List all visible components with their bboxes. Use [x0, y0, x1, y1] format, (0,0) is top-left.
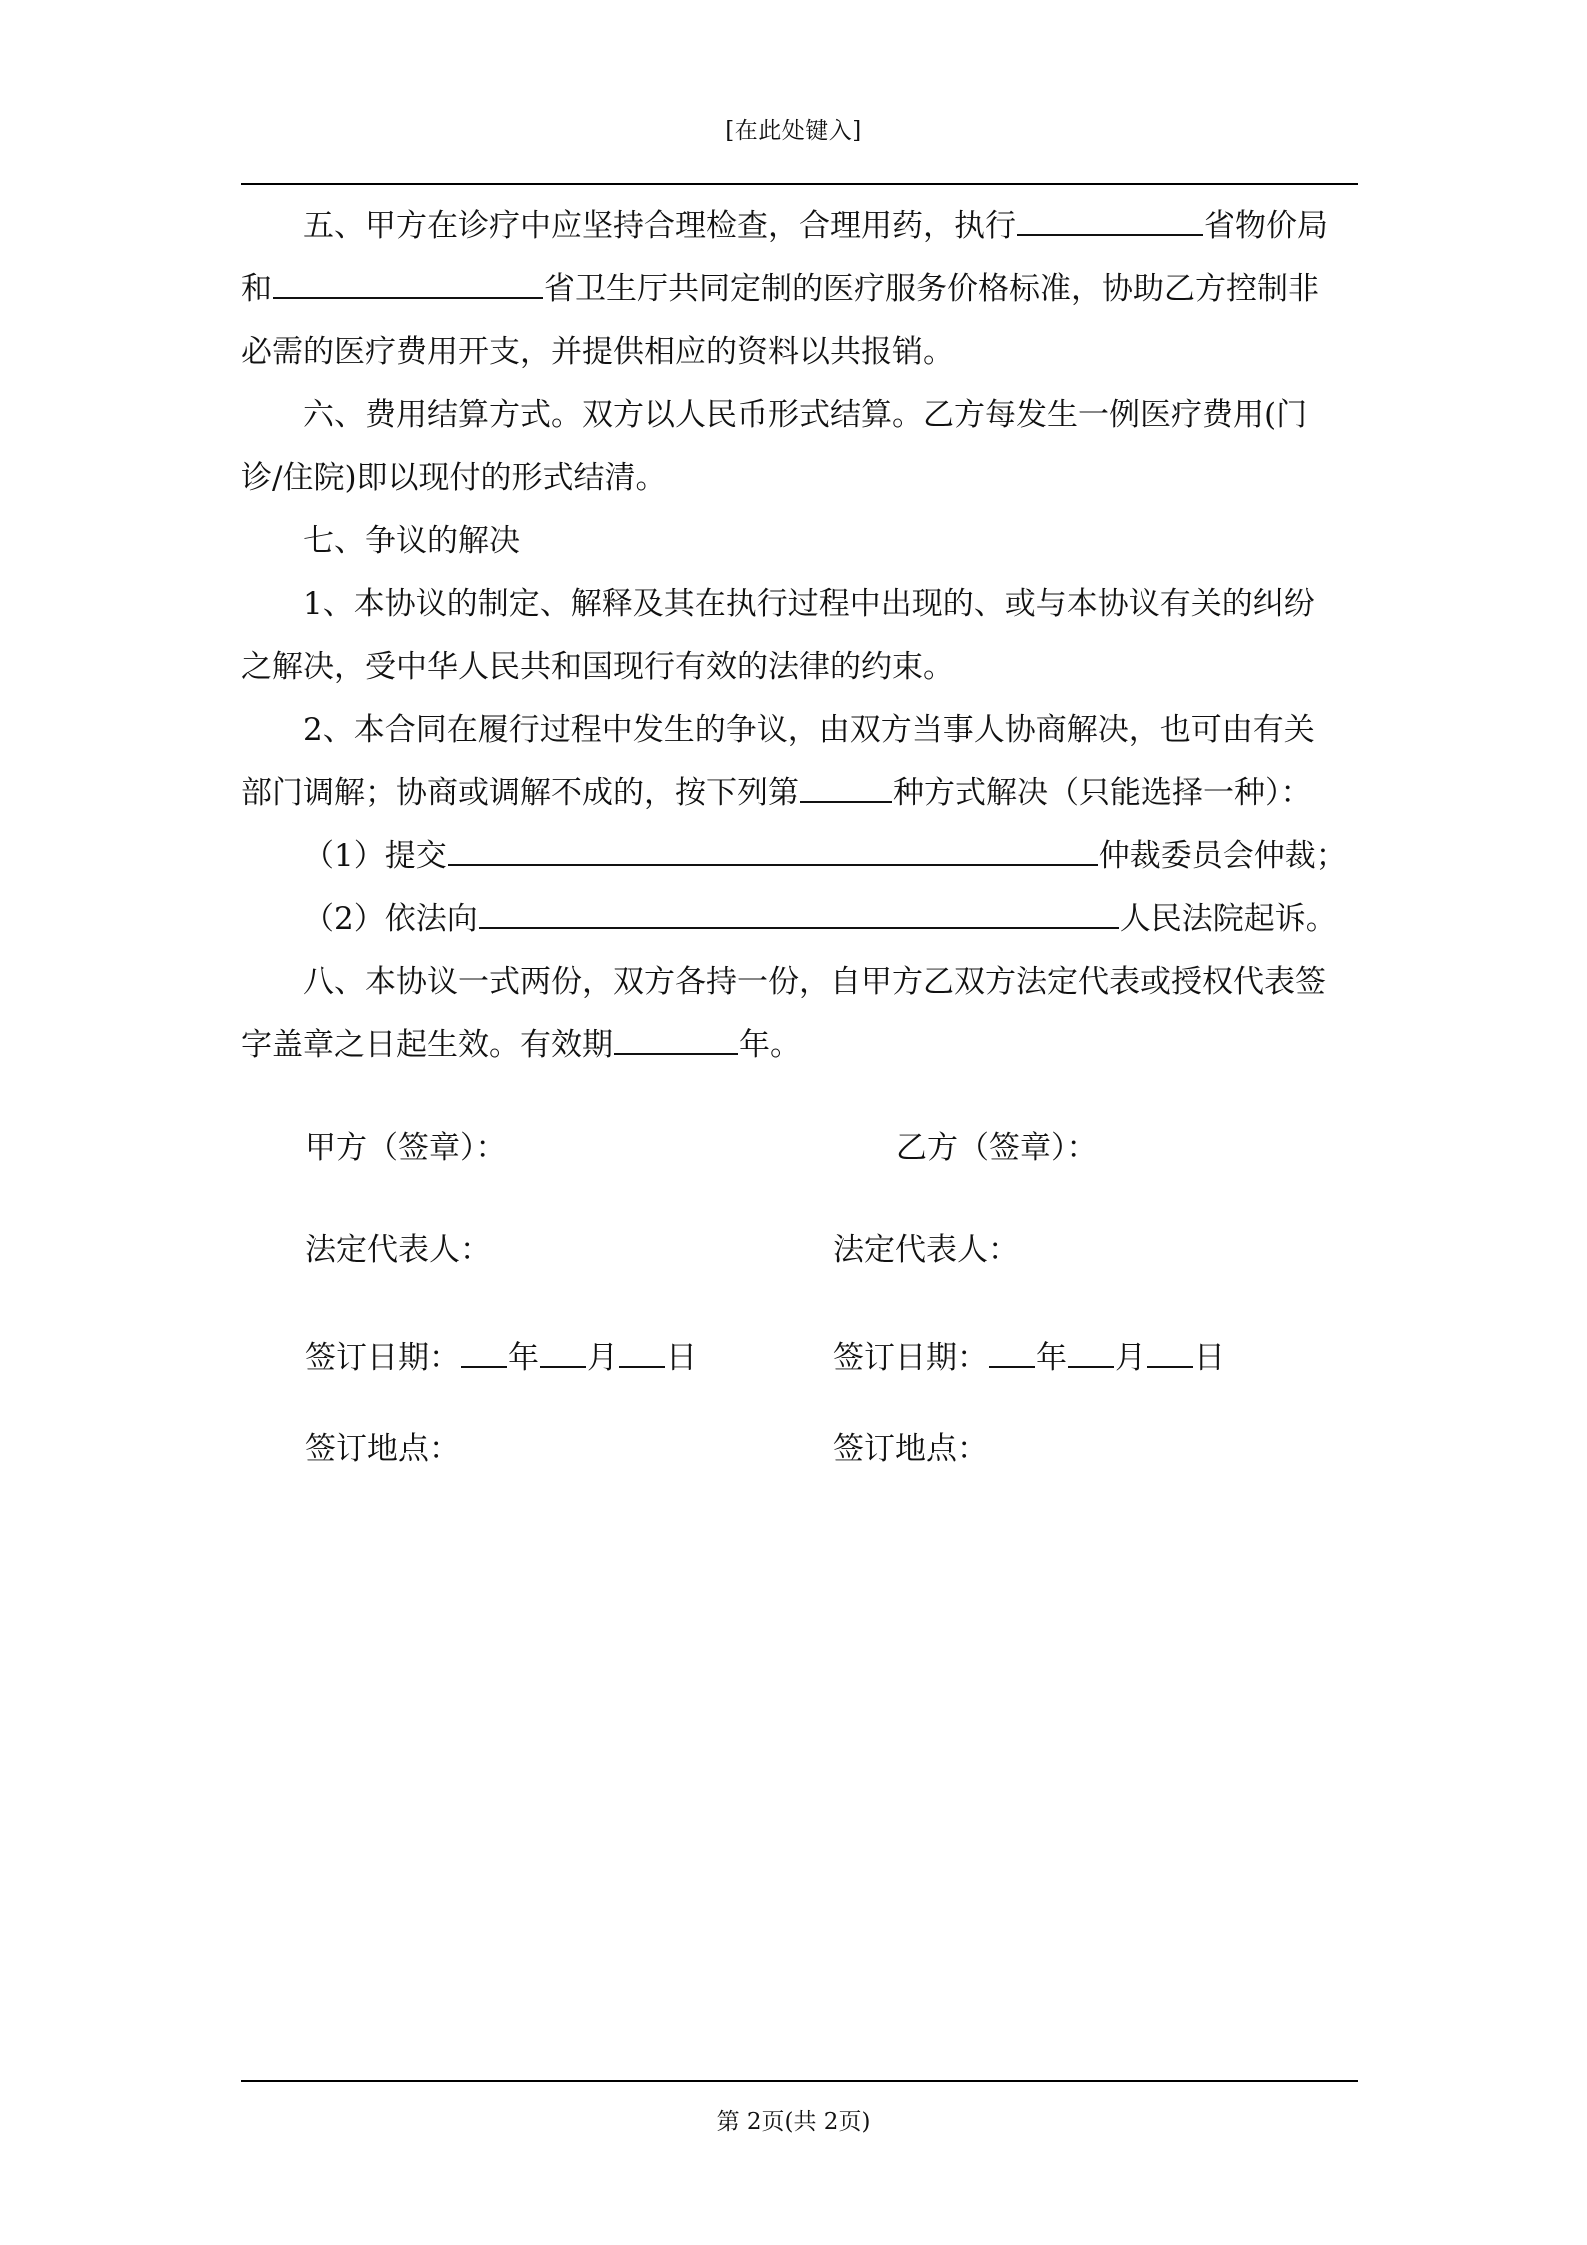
month-label: 月: [587, 1340, 618, 1376]
year-label: 年: [1036, 1340, 1067, 1376]
clause-7-option-1: [241, 825, 1358, 888]
clause-7-text-tail: 种方式解决（只能选择一种）：: [893, 775, 1312, 811]
day-label: 日: [666, 1340, 697, 1376]
option-2-label: （2）依法向: [303, 901, 478, 937]
clause-5-text-tail: 省物价局: [1204, 208, 1328, 244]
party-a-legal-rep-label: 法定代表人：: [305, 1232, 491, 1268]
clause-7-p1-line-1: 1、本协议的制定、解释及其在执行过程中出现的、或与本协议有关的纠纷: [303, 586, 1315, 622]
party-b-year-blank[interactable]: [989, 1332, 1035, 1368]
clause-7-text: 部门调解；协商或调解不成的，按下列第: [241, 775, 799, 811]
clause-5-line-1: [241, 195, 1358, 258]
footer-rule: [241, 2080, 1358, 2082]
party-a-year-blank[interactable]: [461, 1332, 507, 1368]
party-a-signature-label: 甲方（签章）：: [305, 1130, 507, 1166]
sign-date-label: 签订日期：: [833, 1340, 988, 1376]
header-rule: [241, 183, 1358, 185]
clause-8-line-2: [241, 1014, 1358, 1077]
year-label: 年: [508, 1340, 539, 1376]
health-dept-province-blank[interactable]: [273, 263, 543, 299]
clause-8-text: 字盖章之日起生效。有效期: [241, 1027, 613, 1063]
resolution-method-blank[interactable]: [800, 767, 892, 803]
validity-years-blank[interactable]: [614, 1019, 738, 1055]
party-b-legal-rep-label: 法定代表人：: [833, 1232, 1019, 1268]
court-name-blank[interactable]: [479, 893, 1119, 929]
clause-5-text-tail: 省卫生厅共同定制的医疗服务价格标准，协助乙方控制非: [544, 271, 1319, 307]
clause-7-title: 七、争议的解决: [303, 523, 520, 559]
option-2-tail: 人民法院起诉。: [1119, 901, 1337, 937]
option-1-label: （1）提交: [303, 838, 447, 874]
clause-7-p2-line-2: [241, 762, 1358, 825]
day-label: 日: [1194, 1340, 1225, 1376]
clause-7-p1-line-2: 之解决，受中华人民共和国现行有效的法律的约束。: [241, 649, 954, 685]
clause-5-text: 五、甲方在诊疗中应坚持合理检查，合理用药，执行: [303, 208, 1016, 244]
clause-5-line-2: [241, 258, 1358, 321]
price-bureau-province-blank[interactable]: [1017, 200, 1203, 236]
clause-8-text-tail: 年。: [739, 1027, 801, 1063]
clause-5-text: 和: [241, 271, 272, 307]
clause-7-p2-line-1: 2、本合同在履行过程中发生的争议，由双方当事人协商解决，也可由有关: [303, 712, 1315, 748]
party-b-signature-label: 乙方（签章）：: [896, 1130, 1098, 1166]
clause-6-line-1: 六、费用结算方式。双方以人民币形式结算。乙方每发生一例医疗费用(门: [303, 397, 1308, 433]
clause-7-option-2: [241, 888, 1358, 951]
party-a-sign-place-label: 签订地点：: [305, 1431, 460, 1467]
party-b-month-blank[interactable]: [1068, 1332, 1114, 1368]
party-b-sign-place-label: 签订地点：: [833, 1431, 988, 1467]
page-header: [在此处键入]: [725, 118, 862, 144]
party-b-sign-date: [833, 1332, 1225, 1380]
party-a-month-blank[interactable]: [540, 1332, 586, 1368]
month-label: 月: [1115, 1340, 1146, 1376]
clause-5-line-3: 必需的医疗费用开支，并提供相应的资料以共报销。: [241, 334, 954, 370]
party-b-day-blank[interactable]: [1147, 1332, 1193, 1368]
page-footer: 第 2页(共 2页): [716, 2109, 871, 2135]
party-a-day-blank[interactable]: [619, 1332, 665, 1368]
arbitration-committee-blank[interactable]: [448, 830, 1098, 866]
clause-6-line-2: 诊/住院)即以现付的形式结清。: [241, 460, 667, 496]
party-a-sign-date: [305, 1332, 697, 1380]
clause-8-line-1: 八、本协议一式两份，双方各持一份，自甲方乙双方法定代表或授权代表签: [303, 964, 1326, 1000]
sign-date-label: 签订日期：: [305, 1340, 460, 1376]
option-1-tail: 仲裁委员会仲裁；: [1098, 838, 1347, 874]
